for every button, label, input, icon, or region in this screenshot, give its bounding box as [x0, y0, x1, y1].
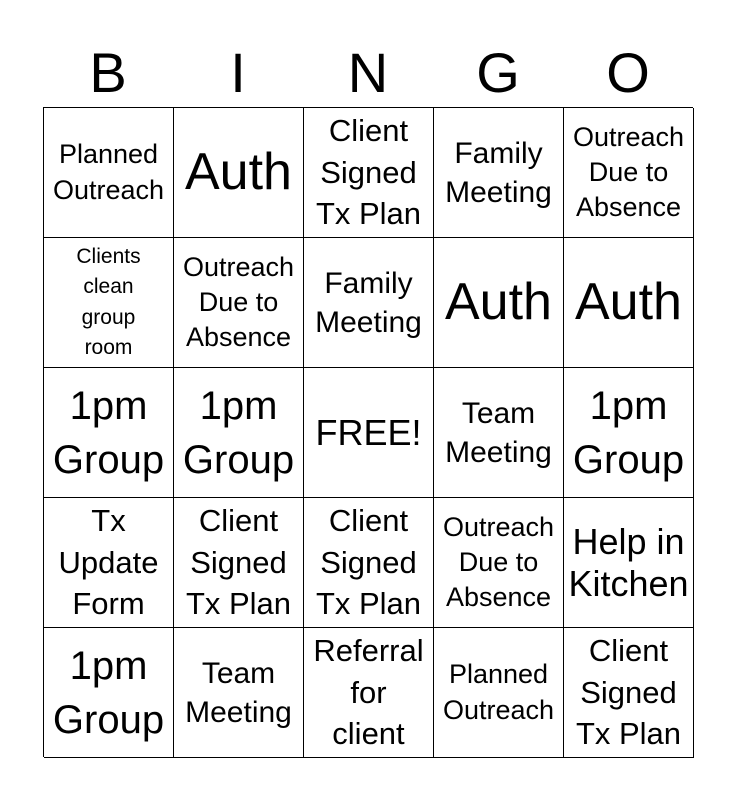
bingo-cell[interactable]: [434, 368, 564, 498]
bingo-cell[interactable]: [304, 238, 434, 368]
bingo-cell[interactable]: [564, 368, 694, 498]
header-letter-n: N: [347, 41, 389, 104]
bingo-cell[interactable]: [304, 108, 434, 238]
bingo-cell-text: Outreach Due to Absence: [442, 511, 555, 613]
bingo-cell[interactable]: [44, 238, 174, 368]
bingo-board: [43, 107, 693, 757]
bingo-cell[interactable]: [174, 238, 304, 368]
bingo-cell-text: Auth: [575, 272, 682, 331]
bingo-cell-text: Help in Kitchen: [568, 521, 689, 604]
bingo-cell[interactable]: [434, 628, 564, 758]
bingo-cell-text: Outreach Due to Absence: [182, 251, 295, 353]
bingo-cell[interactable]: [44, 108, 174, 238]
bingo-cell[interactable]: [434, 238, 564, 368]
bingo-cell-text: Team Meeting: [445, 396, 552, 469]
bingo-cell[interactable]: [304, 628, 434, 758]
bingo-cell-text: Family Meeting: [315, 266, 422, 339]
bingo-cell[interactable]: [564, 108, 694, 238]
bingo-cell[interactable]: [174, 368, 304, 498]
bingo-cell[interactable]: [434, 108, 564, 238]
bingo-cell[interactable]: [304, 368, 434, 498]
bingo-cell-text: Clients clean group room: [76, 244, 141, 359]
bingo-cell-text: Client Signed Tx Plan: [315, 112, 422, 232]
bingo-cell-text: 1pm Group: [52, 643, 165, 742]
bingo-cell-text: Client Signed Tx Plan: [185, 502, 292, 622]
bingo-cell-text: 1pm Group: [52, 383, 165, 482]
bingo-cell-text: Auth: [445, 272, 552, 331]
bingo-cell[interactable]: [174, 628, 304, 758]
bingo-cell-text: Planned Outreach: [52, 139, 165, 205]
bingo-cell-text: FREE!: [315, 411, 422, 453]
header-letter-i: I: [230, 41, 246, 104]
bingo-cell-text: 1pm Group: [572, 383, 685, 482]
bingo-cell-text: Team Meeting: [185, 656, 292, 729]
bingo-cell[interactable]: [44, 628, 174, 758]
bingo-header: [43, 40, 693, 106]
bingo-cell-text: Client Signed Tx Plan: [315, 502, 422, 622]
bingo-cell[interactable]: [44, 498, 174, 628]
bingo-cell[interactable]: [44, 368, 174, 498]
bingo-cell-text: Client Signed Tx Plan: [575, 632, 682, 752]
header-letter-b: B: [89, 41, 127, 104]
bingo-cell-text: Tx Update Form: [58, 502, 159, 622]
bingo-cell[interactable]: [174, 108, 304, 238]
bingo-cell-text: Planned Outreach: [442, 659, 555, 725]
bingo-cell[interactable]: [564, 628, 694, 758]
bingo-cell-text: Outreach Due to Absence: [572, 121, 685, 223]
bingo-cell[interactable]: [304, 498, 434, 628]
bingo-cell-text: Referral for client: [313, 632, 424, 752]
bingo-cell[interactable]: [174, 498, 304, 628]
header-letter-o: O: [606, 41, 650, 104]
bingo-cell[interactable]: [564, 238, 694, 368]
bingo-cell-text: Auth: [185, 142, 292, 201]
bingo-cell[interactable]: [564, 498, 694, 628]
header-letter-g: G: [476, 41, 520, 104]
bingo-cell-text: 1pm Group: [182, 383, 295, 482]
bingo-cell-text: Family Meeting: [445, 136, 552, 209]
bingo-cell[interactable]: [434, 498, 564, 628]
